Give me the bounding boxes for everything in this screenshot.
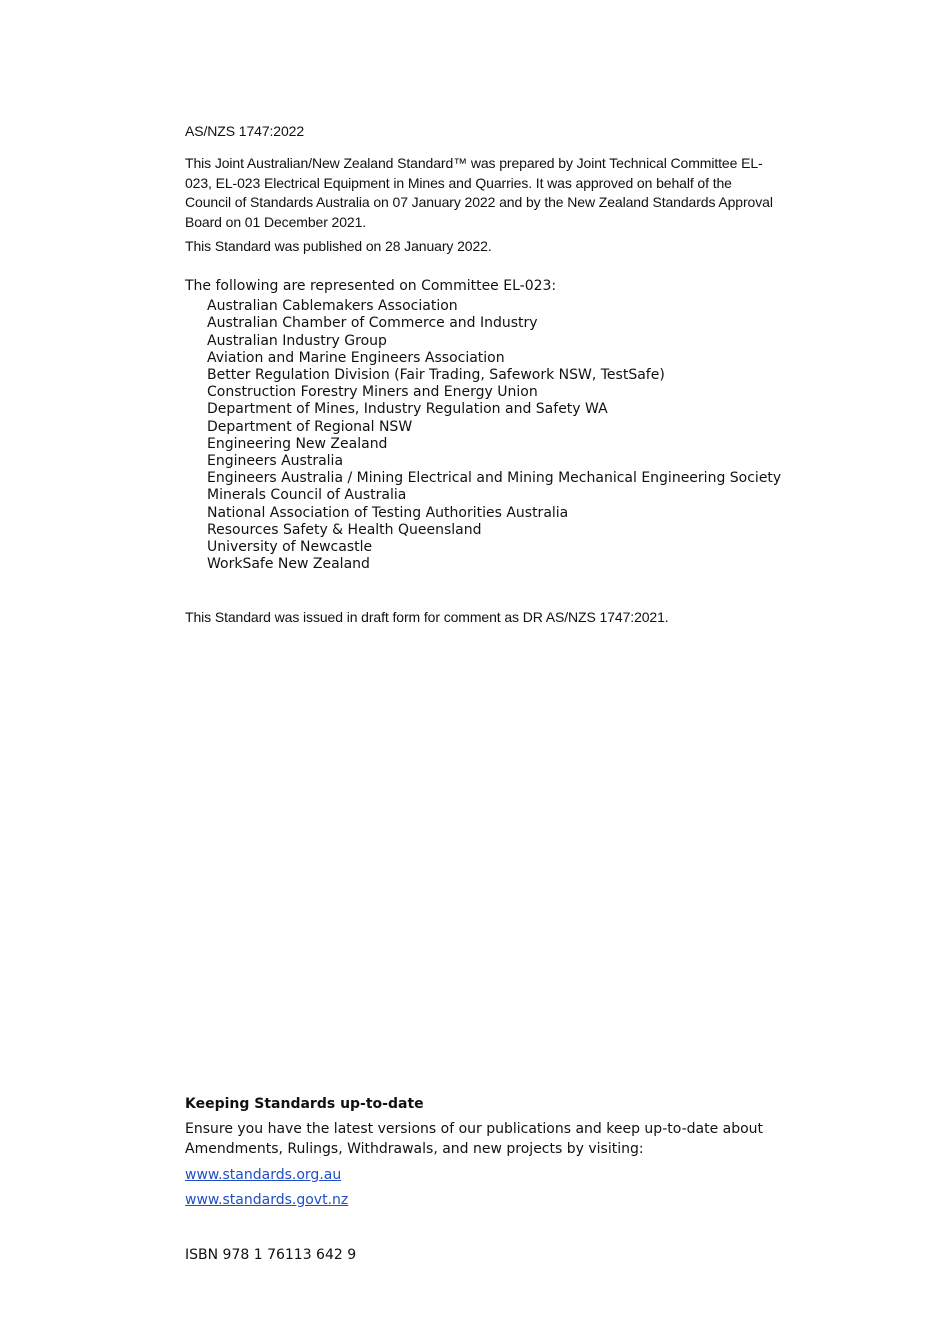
committee-member: Better Regulation Division (Fair Trading, Safework NSW, TestSafe) — [207, 367, 665, 384]
draft-note: This Standard was issued in draft form for comment as DR AS/NZS 1747:2021. — [185, 609, 669, 625]
committee-member: Department of Mines, Industry Regulation and Safety WA — [207, 401, 608, 418]
published-line: This Standard was published on 28 January 2022. — [185, 238, 492, 254]
committee-section — [185, 278, 782, 573]
committee-member: Engineers Australia / Mining Electrical and Mining Mechanical Engineering Society — [207, 470, 782, 487]
committee-heading: The following are represented on Committee EL-023: — [185, 278, 557, 294]
committee-member: Resources Safety & Health Queensland — [207, 521, 482, 538]
standards-australia-link[interactable]: www.standards.org.au — [185, 1167, 342, 1183]
keeping-standards-section — [185, 1094, 775, 1215]
committee-member: University of Newcastle — [207, 539, 373, 556]
committee-member: Australian Industry Group — [207, 332, 387, 349]
standard-id: AS/NZS 1747:2022 — [185, 123, 305, 139]
committee-member: Engineers Australia — [207, 453, 344, 470]
committee-member: WorkSafe New Zealand — [207, 556, 370, 573]
keeping-standards-title: Keeping Standards up-to-date — [185, 1096, 424, 1112]
committee-member: Engineering New Zealand — [207, 435, 388, 452]
isbn: ISBN 978 1 76113 642 9 — [185, 1247, 357, 1263]
intro-paragraph: This Joint Australian/New Zealand Standard™ was prepared by Joint Technical Committee EL-023, EL-023 Electrical Equipment in Mines and Quarries. It was approved on behalf of the Council of Standards Australia on 07 January 2022 and by the New Zealand Standards Approval Board on 01 December 2021. — [185, 155, 773, 230]
committee-member: Aviation and Marine Engineers Association — [207, 349, 505, 366]
committee-member: National Association of Testing Authorities Australia — [207, 504, 569, 521]
committee-member: Australian Cablemakers Association — [207, 298, 458, 315]
committee-member-list — [207, 298, 782, 573]
committee-member: Construction Forestry Miners and Energy Union — [207, 384, 538, 401]
committee-member: Australian Chamber of Commerce and Industry — [207, 315, 538, 332]
committee-member: Minerals Council of Australia — [207, 487, 407, 504]
committee-member: Department of Regional NSW — [207, 418, 413, 435]
keeping-standards-text: Ensure you have the latest versions of our publications and keep up-to-date about Amendments, Rulings, Withdrawals, and new projects by visiting: — [185, 1121, 764, 1157]
standards-new-zealand-link[interactable]: www.standards.govt.nz — [185, 1192, 349, 1208]
